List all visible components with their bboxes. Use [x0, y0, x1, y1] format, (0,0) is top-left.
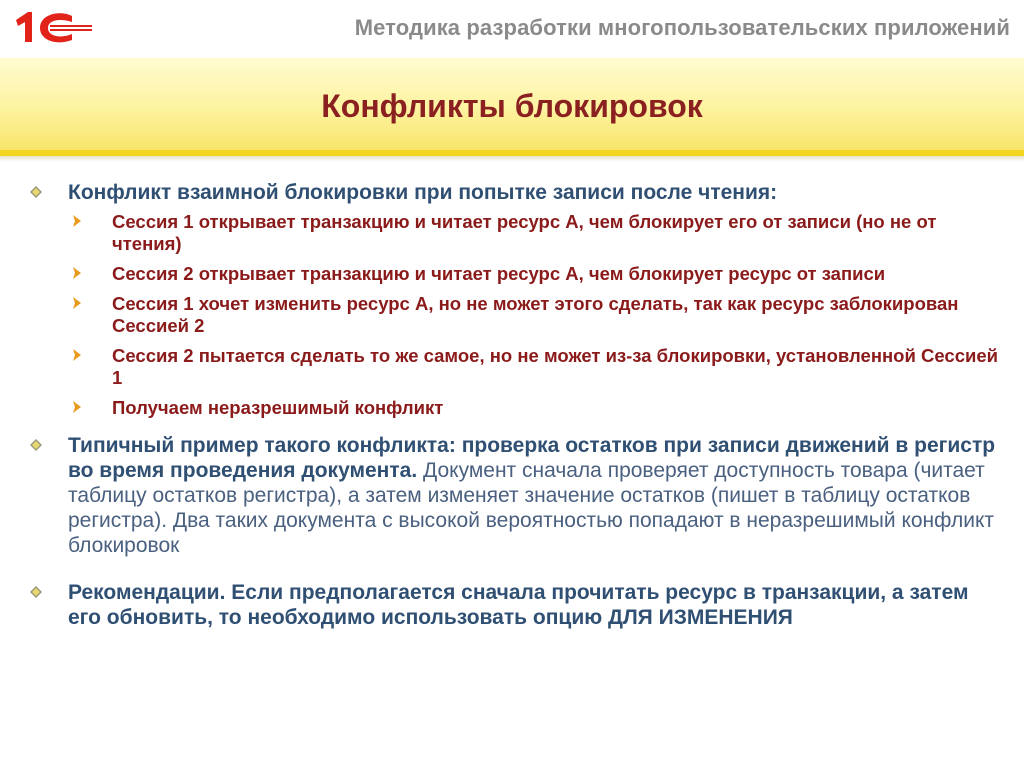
diamond-bullet-icon [30, 586, 42, 598]
arrow-bullet-icon [72, 266, 82, 280]
subitem [68, 397, 998, 419]
page-title: Конфликты блокировок [321, 88, 703, 124]
arrow-bullet-icon [72, 400, 82, 414]
presentation-subtitle: Методика разработки многопользовательских приложений [354, 15, 1010, 40]
subitem-text: Сессия 1 хочет изменить ресурс А, но не может этого сделать, так как ресурс заблокирован Сессией 2 [112, 293, 959, 336]
item2-bold-text: Типичный пример такого конфликта: проверка остатков при записи движений в регистр во время проведения документа. [68, 434, 996, 482]
sublist [28, 211, 998, 419]
subitem [68, 345, 998, 389]
item1-text: Конфликт взаимной блокировки при попытке записи после чтения: [68, 181, 778, 204]
subitem [68, 293, 998, 337]
arrow-bullet-icon [72, 348, 82, 362]
subitem [68, 263, 998, 285]
list-item [28, 180, 998, 205]
subitem-text: Получаем неразрешимый конфликт [112, 397, 444, 418]
arrow-bullet-icon [72, 296, 82, 310]
arrow-bullet-icon [72, 214, 82, 228]
item3-bold-text: Рекомендации. Если предполагается сначала прочитать ресурс в транзакции, а затем его обновить, то необходимо использовать опцию ДЛЯ ИЗМЕНЕНИЯ [68, 581, 969, 629]
content [28, 180, 998, 630]
logo-1c-icon [10, 8, 94, 48]
title-band-shadow [0, 156, 1024, 162]
diamond-bullet-icon [30, 186, 42, 198]
subitem-text: Сессия 2 пытается сделать то же самое, но не может из-за блокировки, установленной Сессией 1 [112, 345, 999, 388]
list-item [28, 580, 998, 630]
item2-normal-text: Документ сначала проверяет доступность товара (читает таблицу остатков регистра), а затем изменяет значение остатков (пишет в таблицу остатков регистра). Два таких документа с высокой вероятностью попадают в неразрешимый конфликт блокировок [68, 459, 994, 557]
subitem-text: Сессия 1 открывает транзакцию и читает ресурс А, чем блокирует его от записи (но не от чтения) [112, 211, 937, 254]
diamond-bullet-icon [30, 439, 42, 451]
header-bar [0, 0, 1024, 58]
subitem [68, 211, 998, 255]
subitem-text: Сессия 2 открывает транзакцию и читает ресурс А, чем блокирует ресурс от записи [112, 263, 886, 284]
list-item [28, 433, 998, 558]
